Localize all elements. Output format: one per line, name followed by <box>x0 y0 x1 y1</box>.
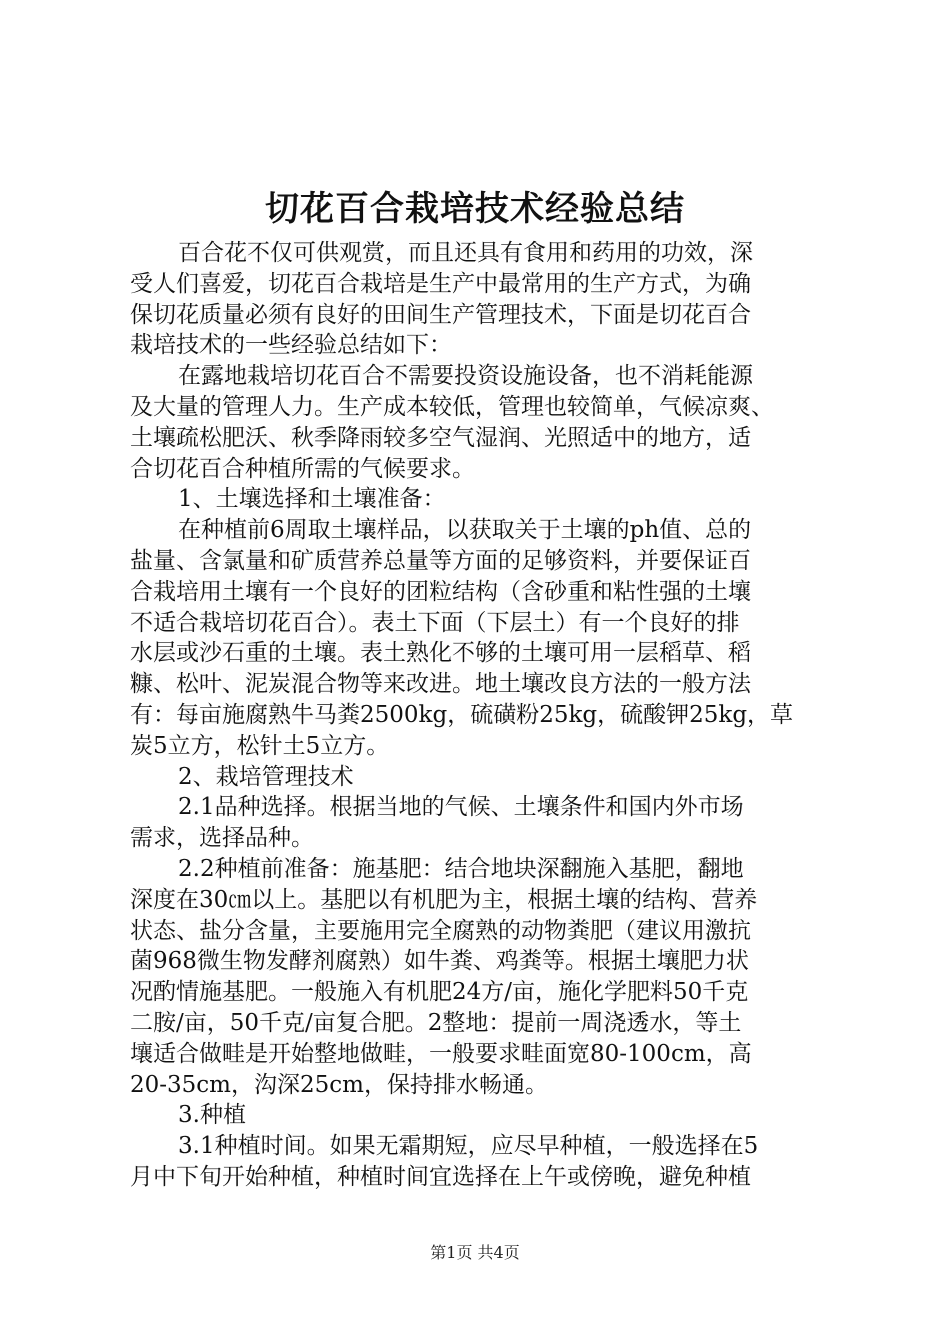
document-body <box>130 238 830 1193</box>
text-line: 及大量的管理人力。生产成本较低，管理也较简单，气候凉爽、 <box>130 393 774 420</box>
text-line: 3.种植 <box>178 1102 246 1129</box>
page-footer: 第1页 共4页 <box>430 1243 520 1262</box>
text-line: 2.1品种选择。根据当地的气候、土壤条件和国内外市场 <box>178 794 744 821</box>
text-line: 1、土壤选择和土壤准备： <box>178 486 446 513</box>
text-line: 壤适合做畦是开始整地做畦，一般要求畦面宽80-100cm，高 <box>130 1040 752 1067</box>
text-line: 二胺/亩，50千克/亩复合肥。2整地：提前一周浇透水，等土 <box>130 1009 742 1036</box>
text-line: 2、栽培管理技术 <box>178 763 354 790</box>
text-line: 百合花不仅可供观赏，而且还具有食用和药用的功效，深 <box>178 240 753 266</box>
text-line: 水层或沙石重的土壤。表土熟化不够的土壤可用一层稻草、稻 <box>130 640 751 667</box>
text-line: 3.1种植时间。如果无霜期短，应尽早种植，一般选择在5 <box>178 1133 759 1160</box>
text-line: 有：每亩施腐熟牛马粪2500kg，硫磺粉25kg，硫酸钾25kg，草 <box>130 701 794 728</box>
text-line: 糠、松叶、泥炭混合物等来改进。地土壤改良方法的一般方法 <box>130 671 751 698</box>
text-line: 土壤疏松肥沃、秋季降雨较多空气湿润、光照适中的地方，适 <box>130 424 751 451</box>
document-title: 切花百合栽培技术经验总结 <box>265 189 685 229</box>
text-line: 在露地栽培切花百合不需要投资设施设备，也不消耗能源 <box>178 363 753 390</box>
text-line: 合栽培用土壤有一个良好的团粒结构（含砂重和粘性强的土壤 <box>130 578 751 605</box>
text-line: 保切花质量必须有良好的田间生产管理技术，下面是切花百合 <box>130 301 751 328</box>
text-line: 在种植前6周取土壤样品，以获取关于土壤的ph值、总的 <box>178 517 752 544</box>
text-line: 合切花百合种植所需的气候要求。 <box>130 455 475 482</box>
text-line: 需求，选择品种。 <box>130 825 314 852</box>
text-line: 况酌情施基肥。一般施入有机肥24方/亩，施化学肥料50千克 <box>130 979 749 1006</box>
text-line: 受人们喜爱，切花百合栽培是生产中最常用的生产方式，为确 <box>130 270 751 297</box>
text-line: 菌968微生物发酵剂腐熟）如牛粪、鸡粪等。根据土壤肥力状 <box>130 948 749 975</box>
text-line: 栽培技术的一些经验总结如下： <box>130 332 452 359</box>
text-line: 深度在30㎝以上。基肥以有机肥为主，根据土壤的结构、营养 <box>130 886 758 913</box>
text-line: 20-35cm，沟深25cm，保持排水畅通。 <box>130 1071 548 1098</box>
text-line: 状态、盐分含量，主要施用完全腐熟的动物粪肥（建议用激抗 <box>130 917 751 944</box>
text-line: 2.2种植前准备：施基肥：结合地块深翻施入基肥，翻地 <box>178 855 744 882</box>
text-line: 盐量、含氯量和矿质营养总量等方面的足够资料，并要保证百 <box>130 547 751 574</box>
text-line: 不适合栽培切花百合）。表土下面（下层土）有一个良好的排 <box>130 609 740 636</box>
text-line: 炭5立方，松针土5立方。 <box>130 732 390 759</box>
text-line: 月中下旬开始种植，种植时间宜选择在上午或傍晚，避免种植 <box>130 1163 751 1190</box>
